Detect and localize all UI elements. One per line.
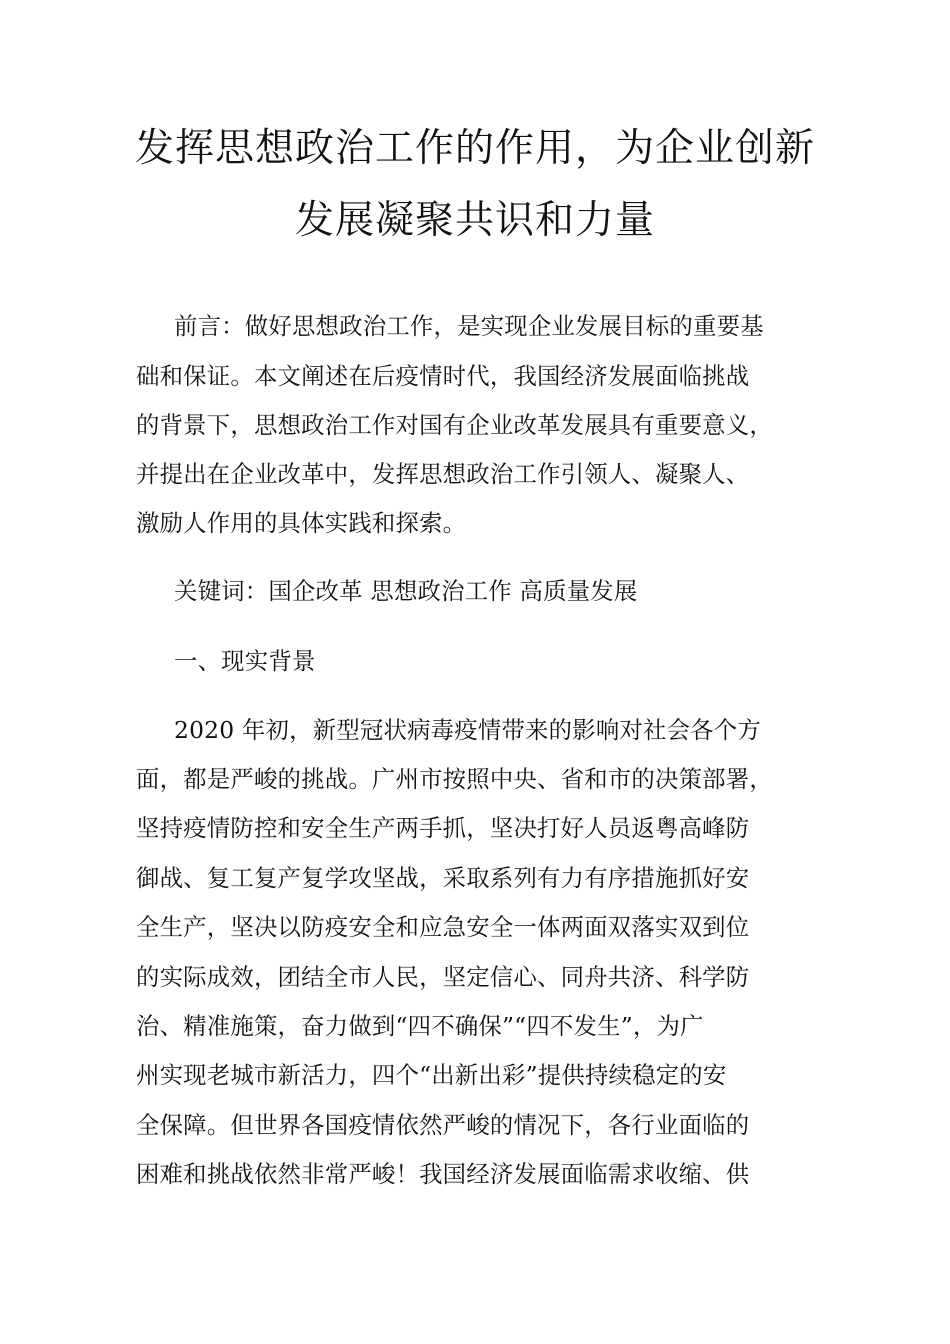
- section-paragraph-line: 2020 年初，新型冠状病毒疫情带来的影响对社会各个方: [174, 716, 761, 744]
- preface-line: 激励人作用的具体实践和探索。: [136, 509, 467, 537]
- section-paragraph-line: 治、精准施策，奋力做到“四不确保”“四不发生”，为广: [136, 1012, 704, 1040]
- preface-line: 础和保证。本文阐述在后疫情时代，我国经济发展面临挑战: [136, 362, 750, 390]
- section-paragraph-line: 全生产，坚决以防疫安全和应急安全一体两面双落实双到位: [136, 913, 750, 941]
- preface-line: 前言：做好思想政治工作，是实现企业发展目标的重要基: [174, 312, 764, 340]
- section-paragraph-line: 州实现老城市新活力，四个“出新出彩”提供持续稳定的安: [136, 1061, 727, 1089]
- section-paragraph-line: 面，都是严峻的挑战。广州市按照中央、省和市的决策部署，: [136, 765, 773, 793]
- document-title-line-1: 发挥思想政治工作的作用，为企业创新: [134, 126, 815, 171]
- section-heading: 一、现实背景: [174, 647, 316, 675]
- keywords-line: 关键词：国企改革 思想政治工作 高质量发展: [174, 577, 638, 605]
- document-title-line-2: 发展凝聚共识和力量: [294, 198, 655, 243]
- preface-line: 的背景下，思想政治工作对国有企业改革发展具有重要意义，: [136, 411, 773, 439]
- section-paragraph-line: 坚持疫情防控和安全生产两手抓，坚决打好人员返粤高峰防: [136, 814, 750, 842]
- preface-line: 并提出在企业改革中，发挥思想政治工作引领人、凝聚人、: [136, 460, 750, 488]
- section-paragraph-line: 全保障。但世界各国疫情依然严峻的情况下，各行业面临的: [136, 1111, 750, 1139]
- section-paragraph-line: 困难和挑战依然非常严峻！我国经济发展面临需求收缩、供: [136, 1160, 750, 1188]
- section-paragraph-line: 的实际成效，团结全市人民，坚定信心、同舟共济、科学防: [136, 963, 750, 991]
- section-paragraph-line: 御战、复工复产复学攻坚战，采取系列有力有序措施抓好安: [136, 864, 750, 892]
